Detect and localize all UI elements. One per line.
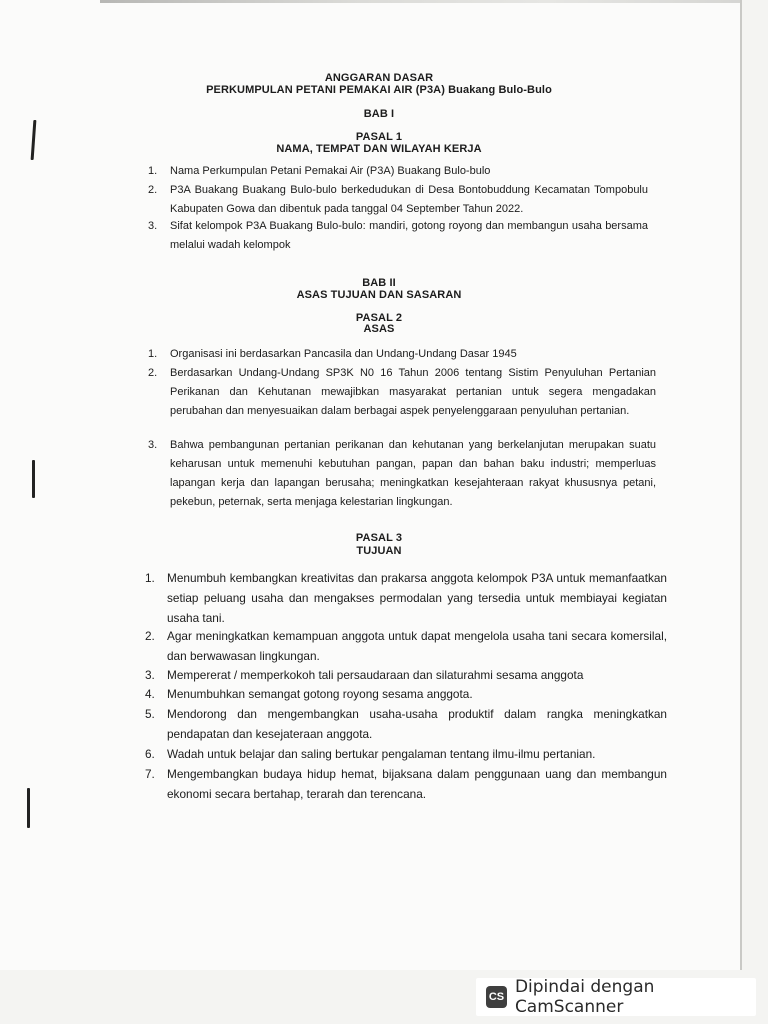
list-item: 2. Agar meningkatkan kemampuan anggota untuk dapat mengelola usaha tani secara komersilal, dan berwawasan lingkungan.	[145, 629, 667, 663]
list-item: 6. Wadah untuk belajar dan saling bertukar pengalaman tentang ilmu-ilmu pertanian.	[145, 747, 596, 761]
camscanner-logo-icon: CS	[486, 986, 507, 1008]
article-title: NAMA, TEMPAT DAN WILAYAH KERJA	[276, 143, 482, 155]
list-item: 5. Mendorong dan mengembangkan usaha-usaha produktif dalam rangka meningkatkan pendapatan dan kesejateraan anggota.	[145, 707, 667, 741]
article-title: ASAS	[363, 323, 395, 335]
document-subtitle: PERKUMPULAN PETANI PEMAKAI AIR (P3A) Buakang Bulo-Bulo	[206, 84, 552, 96]
document-title: ANGGARAN DASAR	[324, 72, 434, 84]
chapter-title: ASAS TUJUAN DAN SASARAN	[296, 289, 462, 301]
binder-mark	[32, 460, 35, 498]
list-item: 1. Organisasi ini berdasarkan Pancasila dan Undang-Undang Dasar 1945	[148, 348, 517, 360]
camscanner-watermark	[476, 978, 756, 1016]
article-heading: PASAL 3	[355, 532, 403, 544]
list-item: 4. Menumbuhkan semangat gotong royong sesama anggota.	[145, 687, 473, 701]
list-item: 3. Bahwa pembangunan pertanian perikanan dan kehutanan yang berkelanjutan merupakan suatu keharusan untuk memenuhi kebutuhan pangan, papan dan bahan baku industri; memperluas lapangan kerja dan lapangan berusaha; meningkatkan kesejahteraan rakyat khususnya petani, pekebun, peternak, serta menjaga kelestarian lingkungan.	[148, 439, 656, 508]
article-title: TUJUAN	[356, 545, 402, 557]
article-heading: PASAL 1	[355, 131, 403, 143]
article-heading: PASAL 2	[355, 312, 403, 324]
binder-mark	[27, 788, 30, 828]
watermark-text: Dipindai dengan CamScanner	[514, 977, 655, 1017]
list-item: 1. Nama Perkumpulan Petani Pemakai Air (P3A) Buakang Bulo-bulo	[148, 165, 491, 177]
list-item: 7. Mengembangkan budaya hidup hemat, bijaksana dalam penggunaan uang dan membangun ekonomi secara bertahap, terarah dan terencana.	[145, 767, 667, 801]
chapter-heading: BAB II	[362, 277, 396, 289]
scan-edge-mark	[100, 0, 740, 3]
list-item: 1. Menumbuh kembangkan kreativitas dan prakarsa anggota kelompok P3A untuk memanfaatkan setiap peluang usaha dan mengakses permodalan yang tersedia untuk membiayai kegiatan usaha tani.	[145, 571, 667, 625]
chapter-heading: BAB I	[363, 108, 395, 120]
list-item: 3. Mempererat / memperkokoh tali persaudaraan dan silaturahmi sesama anggota	[145, 668, 584, 682]
list-item: 3. Sifat kelompok P3A Buakang Bulo-bulo: mandiri, gotong royong dan membangun usaha bersama melalui wadah kelompok	[148, 220, 648, 251]
list-item: 2. Berdasarkan Undang-Undang SP3K N0 16 Tahun 2006 tentang Sistim Penyuluhan Pertanian Perikanan dan Kehutanan mewajibkan masyarakat pertanian untuk segera mengadakan perubahan dan menyesuaikan dalam berbagai aspek penyelenggaraan penyuluhan pertanian.	[148, 367, 656, 417]
list-item: 2. P3A Buakang Buakang Bulo-bulo berkedudukan di Desa Bontobuddung Kecamatan Tompobulu Kabupaten Gowa dan dibentuk pada tanggal 04 September Tahun 2022.	[148, 184, 648, 215]
